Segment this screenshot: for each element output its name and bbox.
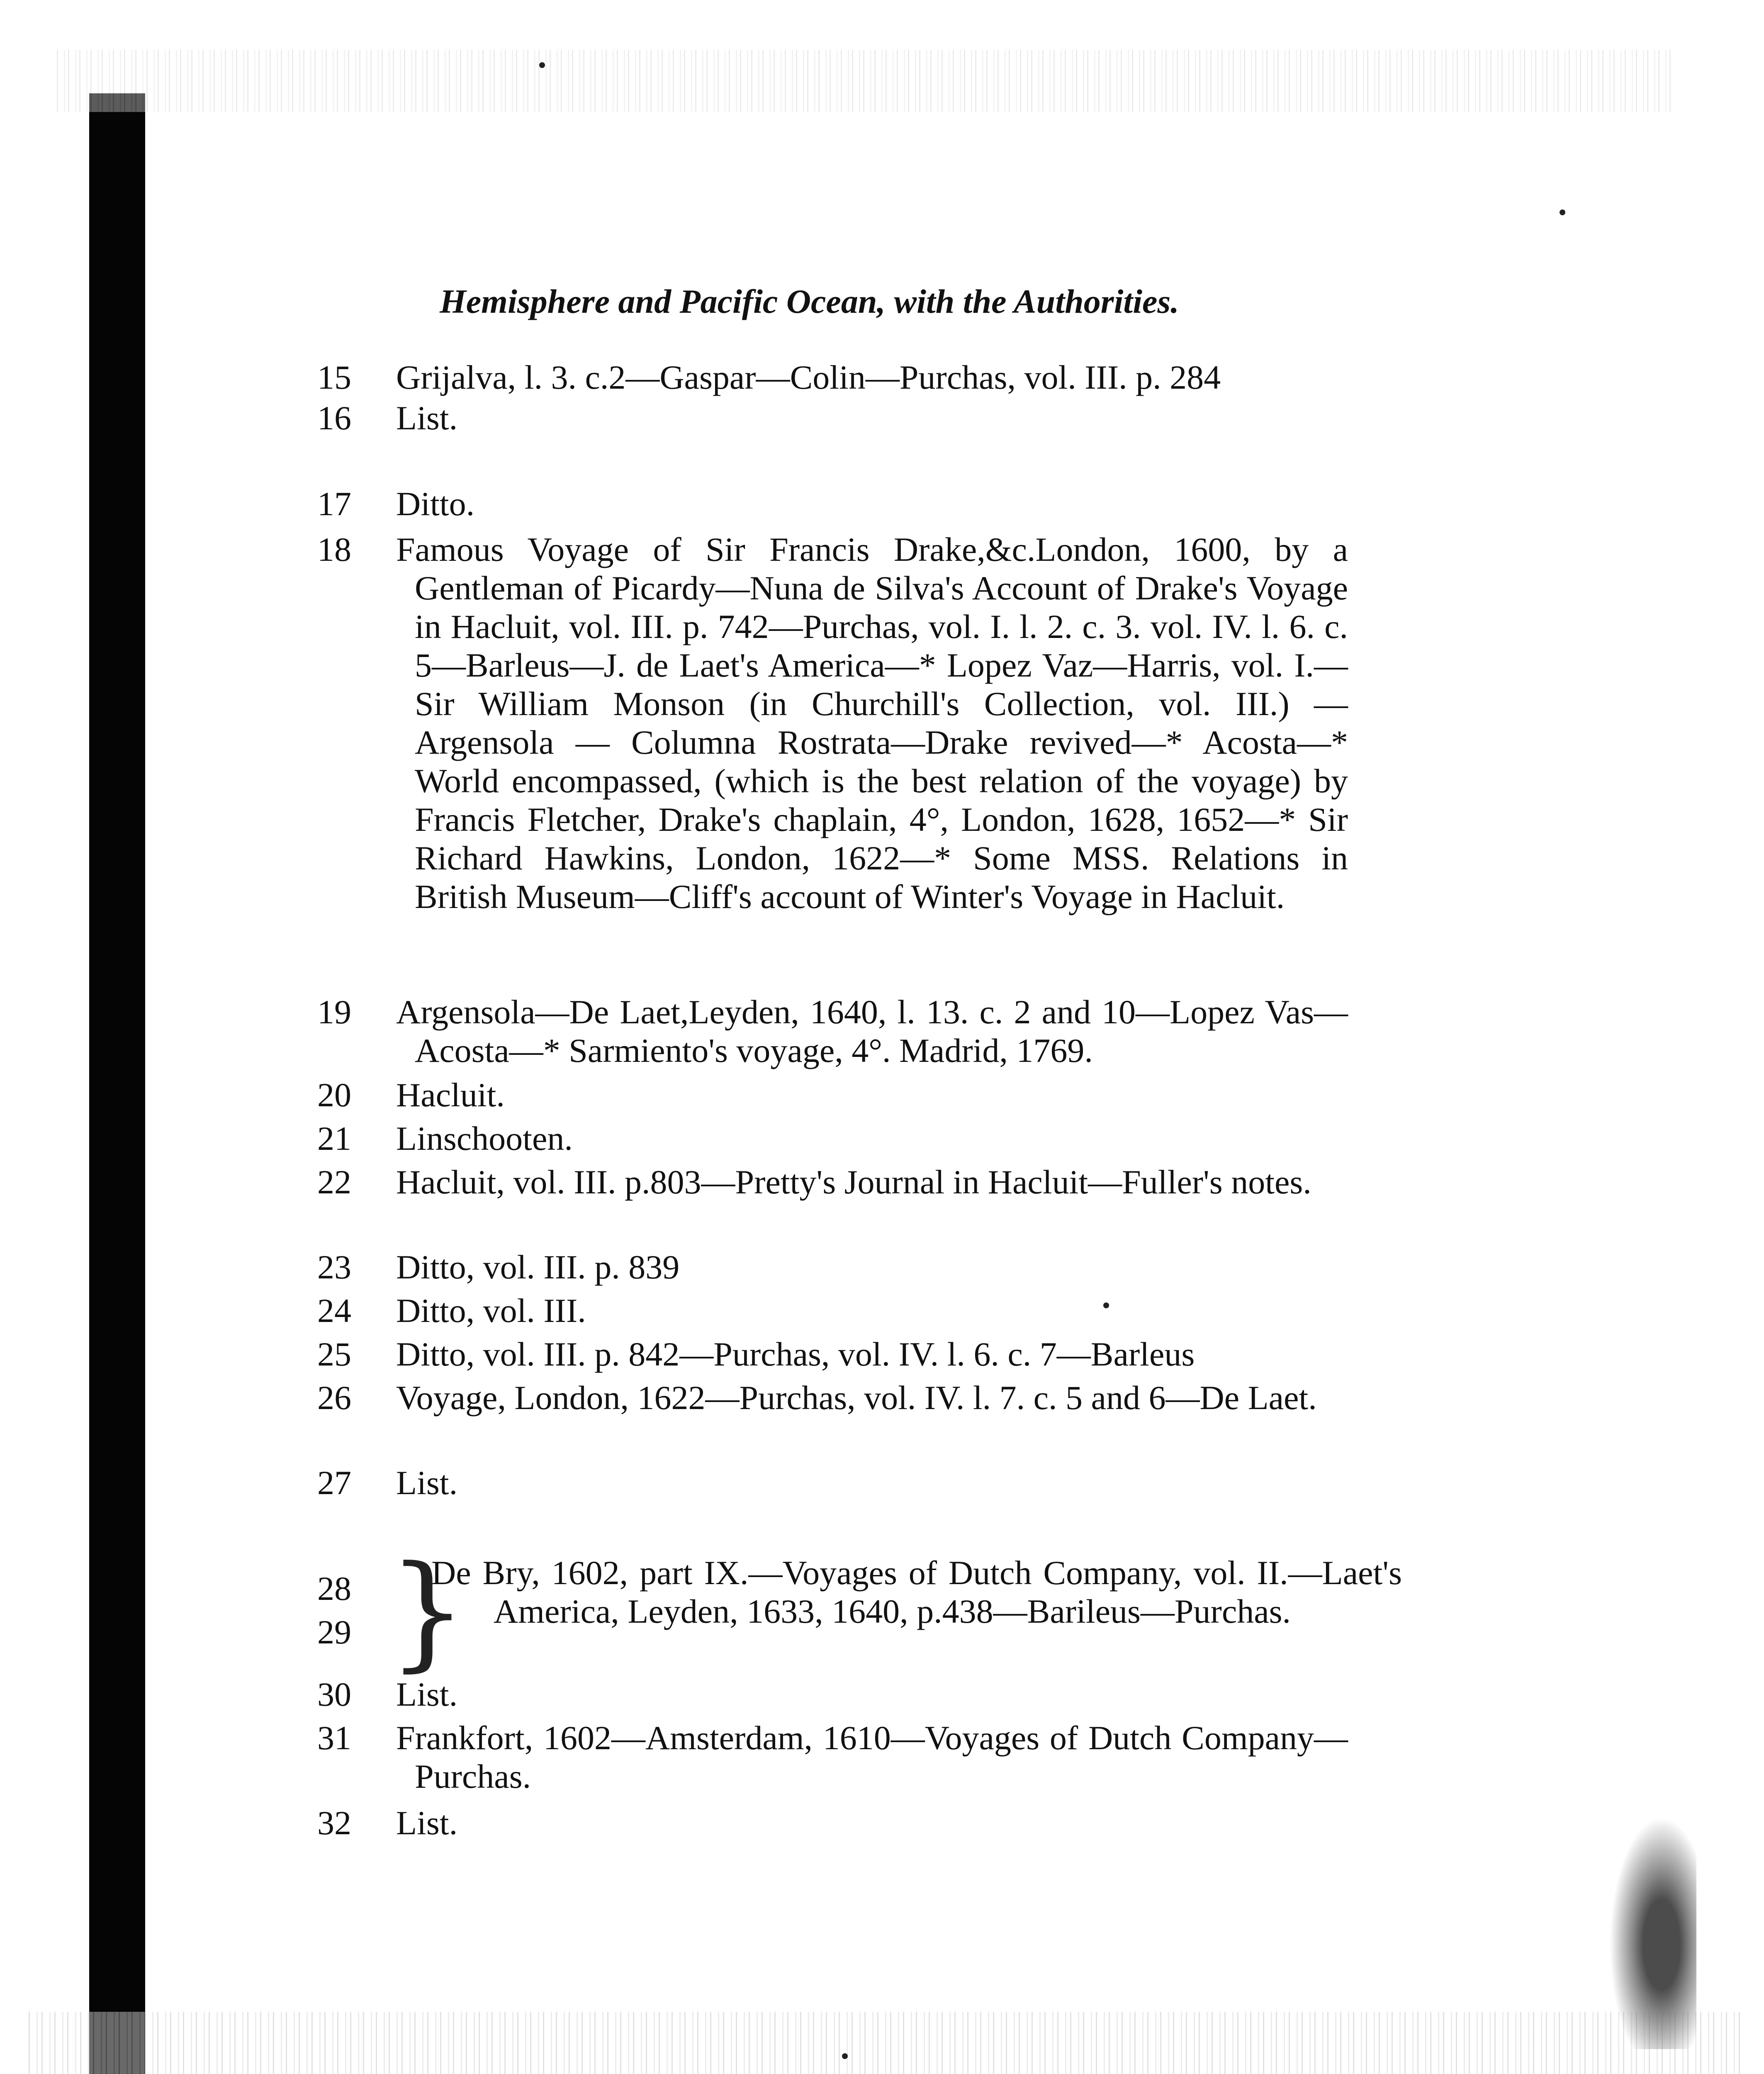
entry-text: Ditto. — [396, 485, 475, 523]
entry-text: Famous Voyage of Sir Francis Drake,&c.London, 1600, by a Gentleman of Picardy—Nuna de Silva's Account of Drake's Voyage in Hacluit, vol. III. p. 742—Purchas, vol. I. l. 2. c. 3. vol. IV. l. 6. c. 5—Barleus—J. de Laet's America—* Lopez Vaz—Harris, vol. I.—Sir William Monson (in Churchill's Collection, vol. III.) — Argensola — Columna Rostrata—Drake revived—* Acosta—* World encompassed, (which is the best relation of the voyage) by Francis Fletcher, Drake's chaplain, 4°, London, 1628, 1652—* Sir Richard Hawkins, London, 1622—* Some MSS. Relations in British Museum—Cliff's account of Winter's Voyage in Hacluit. — [396, 531, 1348, 915]
entry-text: Linschooten. — [396, 1120, 573, 1157]
entry-text: Argensola—De Laet,Leyden, 1640, l. 13. c. 2 and 10—Lopez Vas—Acosta—* Sarmiento's voyage, 4°. Madrid, 1769. — [396, 993, 1348, 1069]
entry-text: De Bry, 1602, part IX.—Voyages of Dutch Company, vol. II.—Laet's America, Leyden, 1633, 1640, p.438—Barileus—Purchas. — [431, 1554, 1402, 1630]
entry-number: 17 — [317, 485, 351, 523]
entry-number: 16 — [317, 399, 351, 437]
entry-number: 28 — [317, 1570, 351, 1607]
entry-text: Ditto, vol. III. p. 839 — [396, 1248, 680, 1286]
entry-number: 19 — [317, 993, 351, 1031]
running-head: Hemisphere and Pacific Ocean, with the Authorities. — [440, 282, 1179, 320]
dust-speck — [1103, 1302, 1109, 1308]
entry-text: Hacluit, vol. III. p.803—Pretty's Journal in Hacluit—Fuller's notes. — [396, 1163, 1311, 1201]
entry-number: 29 — [317, 1613, 351, 1651]
entry-number: 31 — [317, 1719, 351, 1757]
entry-number: 24 — [317, 1292, 351, 1329]
entry-text: Voyage, London, 1622—Purchas, vol. IV. l. 7. c. 5 and 6—De Laet. — [396, 1379, 1317, 1417]
brace-bracket: } — [388, 1539, 467, 1684]
entry-number: 26 — [317, 1379, 351, 1417]
entry-text: Frankfort, 1602—Amsterdam, 1610—Voyages of Dutch Company—Purchas. — [396, 1719, 1348, 1795]
entry-text: List. — [396, 1464, 458, 1502]
entry-number: 20 — [317, 1076, 351, 1114]
entry-number: 30 — [317, 1675, 351, 1713]
entry-text: List. — [396, 1675, 458, 1713]
entry-number: 27 — [317, 1464, 351, 1502]
entry-text: Ditto, vol. III. — [396, 1292, 586, 1329]
dust-speck — [1560, 209, 1565, 215]
entry-text: List. — [396, 399, 458, 437]
entry-number: 23 — [317, 1248, 351, 1286]
dust-speck — [842, 2053, 848, 2059]
entry-number: 25 — [317, 1335, 351, 1373]
entry-number: 32 — [317, 1804, 351, 1842]
entry-number: 15 — [317, 358, 351, 396]
entry-text: Hacluit. — [396, 1076, 505, 1114]
entry-number: 18 — [317, 531, 351, 568]
entry-number: 22 — [317, 1163, 351, 1201]
entry-number: 21 — [317, 1120, 351, 1157]
dust-speck — [539, 62, 545, 68]
entry-text: Ditto, vol. III. p. 842—Purchas, vol. IV. l. 6. c. 7—Barleus — [396, 1335, 1195, 1373]
entry-text: List. — [396, 1804, 458, 1842]
entry-text: Grijalva, l. 3. c.2—Gaspar—Colin—Purchas, vol. III. p. 284 — [396, 358, 1221, 396]
